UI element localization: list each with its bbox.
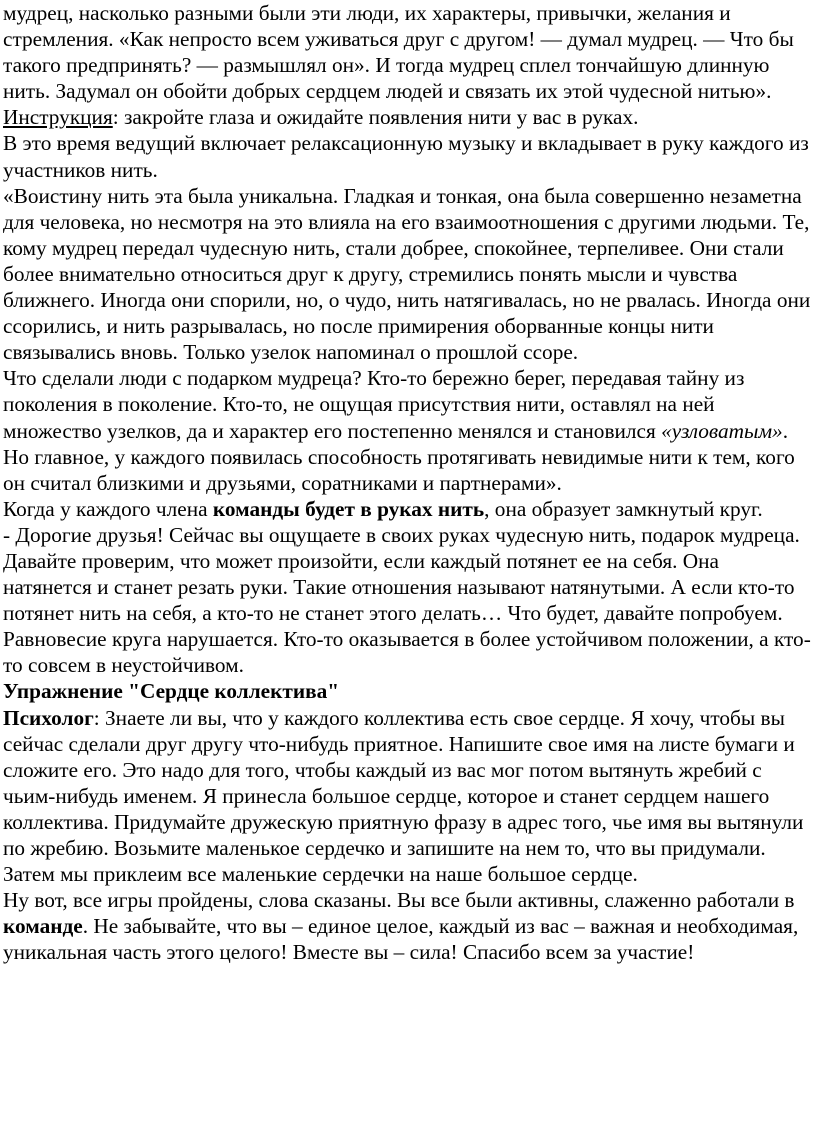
circle-bold: команды будет в руках нить [212, 496, 485, 521]
instruction-text: : закройте глаза и ожидайте появления нити у вас в руках. [112, 105, 639, 130]
paragraph-circle [3, 496, 812, 522]
exercise-heading: Упражнение "Сердце коллектива" [3, 679, 340, 704]
paragraph-closing [3, 887, 812, 965]
psychologist-text: : Знаете ли вы, что у каждого коллектива есть свое сердце. Я хочу, чтобы вы сейчас сделали друг другу что-нибудь приятное. Напишите свое имя на листе бумаги и сложите его. Это надо для того, чтобы каждый из вас мог потом вытянуть жребий с чьим-нибудь именем. Я принесла большое сердце, которое и станет сердцем нашего коллектива. Придумайте дружескую приятную фразу в адрес того, чье имя вы вытянули по жребию. Возьмите маленькое сердечко и запишите на нем то, что вы придумали. Затем мы приклеим все маленькие сердечки на наше большое сердце. [3, 705, 804, 887]
paragraph-gift-story [3, 365, 812, 495]
circle-text-1: Когда у каждого члена [3, 496, 213, 521]
paragraph-instruction [3, 104, 812, 130]
paragraph-psychologist [3, 705, 812, 888]
paragraph-host-action: В это время ведущий включает релаксационную музыку и вкладывает в руку каждого из участников нить. [3, 131, 809, 182]
gift-story-italic: «узловатым» [661, 418, 783, 443]
circle-text-2: , она образует замкнутый круг. [484, 496, 763, 521]
gift-story-text-1: Что сделали люди с подарком мудреца? Кто-то бережно берег, передавая тайну из поколения в поколение. Кто-то, не ощущая присутствия нити, оставлял на ней множество узелков, да и характер его постепенно менялся и становился [3, 366, 745, 443]
closing-text-2: . Не забывайте, что вы – единое целое, каждый из вас – важная и необходимая, уникальная часть этого целого! Вместе вы – сила! Спасибо всем за участие! [3, 914, 799, 965]
closing-bold: команде [3, 914, 83, 939]
paragraph-thread-story: «Воистину нить эта была уникальна. Гладкая и тонкая, она была совершенно незаметна для человека, но несмотря на это влияла на его взаимоотношения с другими людьми. Те, кому мудрец передал чудесную нить, стали добрее, спокойнее, терпеливее. Они стали более внимательно относиться друг к другу, стремились понять мысли и чувства ближнего. Иногда они спорили, но, о чудо, нить натягивалась, но не рвалась. Иногда они ссорились, и нить разрывалась, но после примирения оборванные концы нити связывались вновь. Только узелок напоминал о прошлой ссоре. [3, 183, 811, 365]
paragraph-sage-story: мудрец, насколько разными были эти люди, их характеры, привычки, желания и стремления. «Как непросто всем уживаться друг с другом! — думал мудрец. — Что бы такого предпринять? — размышлял он». И тогда мудрец сплел тончайшую длинную нить. Задумал он обойти добрых сердцем людей и связать их этой чудесной нитью». [3, 1, 794, 104]
instruction-label: Инструкция [3, 105, 113, 130]
closing-text-1: Ну вот, все игры пройдены, слова сказаны. Вы все были активны, слаженно работали в [3, 888, 795, 913]
gift-story-text-2: . Но главное, у каждого появилась способность протягивать невидимые нити к тем, кого он считал близкими и друзьями, соратниками и партнерами». [3, 418, 795, 495]
paragraph-dear-friends: - Дорогие друзья! Сейчас вы ощущаете в своих руках чудесную нить, подарок мудреца. Давайте проверим, что может произойти, если каждый потянет ее на себя. Она натянется и станет резать руки. Такие отношения называют натянутыми. А если кто-то потянет нить на себя, а кто-то не станет этого делать… Что будет, давайте попробуем. Равновесие круга нарушается. Кто-то оказывается в более устойчивом положении, а кто-то совсем в неустойчивом. [3, 522, 811, 678]
psychologist-label: Психолог [3, 705, 94, 730]
